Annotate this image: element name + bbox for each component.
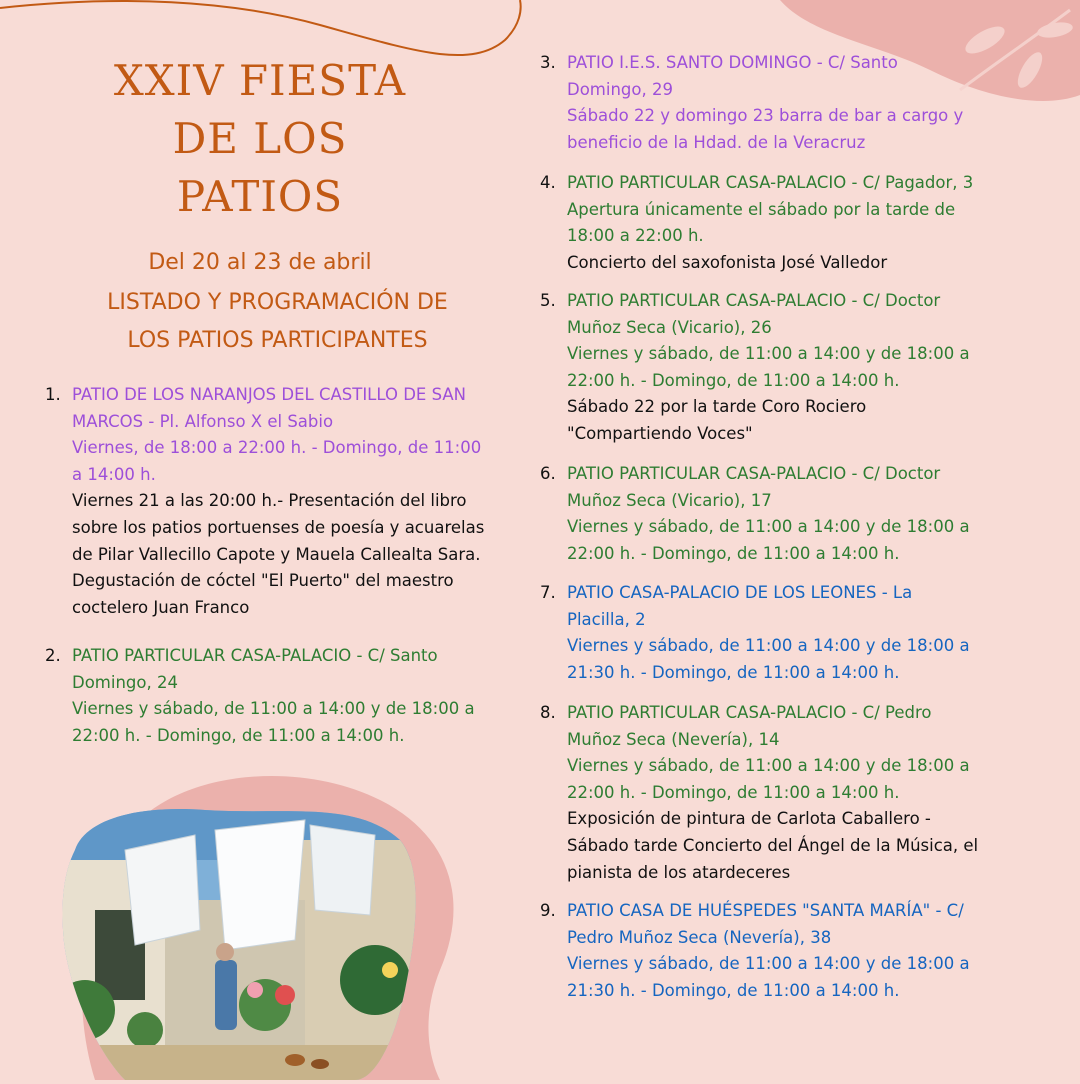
patio-name [72,643,525,696]
hours-line: beneficio de la Hdad. de la Veracruz [567,132,866,152]
item-number: 1. [45,385,61,404]
patio-item-4 [540,170,1060,276]
hours-line: Viernes y sábado, de 11:00 a 14:00 y de 18:00 a [567,517,970,537]
name-line: PATIO CASA-PALACIO DE LOS LEONES - La [567,583,913,602]
name-line: Muñoz Seca (Vicario), 17 [567,490,772,510]
note-line: Concierto del saxofonista José Valledor [567,252,888,272]
patio-hours [567,753,1060,806]
item-number: 9. [540,901,556,920]
patio-name [72,382,525,435]
note-line: Sábado 22 por la tarde Coro Rociero [567,397,867,417]
name-line: PATIO DE LOS NARANJOS DEL CASTILLO DE SAN [72,385,467,404]
patio-item-9 [540,898,1060,1004]
patio-notes [567,394,1060,447]
hours-line: Viernes y sábado, de 11:00 a 14:00 y de 18:00 a [567,954,970,974]
note-line: Viernes 21 a las 20:00 h.- Presentación del libro [72,491,467,511]
note-line: sobre los patios portuenses de poesía y acuarelas [72,517,485,537]
patio-item-2 [45,643,525,749]
patio-hours [567,951,1060,1004]
hours-line: Viernes y sábado, de 11:00 a 14:00 y de 18:00 a [567,344,970,364]
item-number: 2. [45,646,61,665]
note-line: Sábado tarde Concierto del Ángel de la Música, el [567,835,979,855]
name-line: Placilla, 2 [567,609,646,629]
patio-item-8 [540,700,1060,886]
hours-line: Apertura únicamente el sábado por la tarde de [567,199,956,219]
patio-painting [55,780,420,1080]
note-line: "Compartiendo Voces" [567,423,753,443]
name-line: PATIO PARTICULAR CASA-PALACIO - C/ Pagador, 3 [567,173,974,192]
patio-item-6 [540,461,1060,567]
patio-hours [567,341,1060,394]
name-line: PATIO PARTICULAR CASA-PALACIO - C/ Doctor [567,291,941,310]
hours-line: a 14:00 h. [72,464,156,484]
name-line: Muñoz Seca (Nevería), 14 [567,729,780,749]
hours-line: 21:30 h. - Domingo, de 11:00 a 14:00 h. [567,662,900,682]
item-number: 6. [540,464,556,483]
title-line: PATIOS [176,172,344,221]
note-line: pianista de los atardeceres [567,862,791,882]
hours-line: 22:00 h. - Domingo, de 11:00 a 14:00 h. [567,370,900,390]
name-line: Pedro Muñoz Seca (Nevería), 38 [567,927,832,947]
hours-line: Sábado 22 y domingo 23 barra de bar a cargo y [567,106,964,126]
left-column [0,0,520,1080]
item-number: 5. [540,291,556,310]
item-number: 8. [540,703,556,722]
hours-line: 21:30 h. - Domingo, de 11:00 a 14:00 h. [567,980,900,1000]
name-line: PATIO CASA DE HUÉSPEDES "SANTA MARÍA" - C/ [567,901,964,920]
patio-name [567,50,1060,103]
note-line: Degustación de cóctel "El Puerto" del maestro [72,571,454,591]
hours-line: Viernes y sábado, de 11:00 a 14:00 y de 18:00 a [567,636,970,656]
name-line: PATIO PARTICULAR CASA-PALACIO - C/ Pedro [567,703,932,722]
item-number: 7. [540,583,556,602]
patio-item-3 [540,50,1060,156]
patio-hours [72,435,525,488]
note-line: coctelero Juan Franco [72,597,250,617]
hours-line: 18:00 a 22:00 h. [567,226,704,246]
name-line: Domingo, 29 [567,79,673,99]
hours-line: Viernes, de 18:00 a 22:00 h. - Domingo, de 11:00 [72,438,482,458]
hours-line: Viernes y sábado, de 11:00 a 14:00 y de 18:00 a [72,699,475,719]
patio-hours [567,633,1060,686]
patio-name [567,288,1060,341]
name-line: PATIO PARTICULAR CASA-PALACIO - C/ Santo [72,646,438,665]
section-heading [20,284,535,360]
item-number: 3. [540,53,556,72]
title-line: XXIV FIESTA [113,56,407,105]
hours-line: 22:00 h. - Domingo, de 11:00 a 14:00 h. [567,782,900,802]
patio-notes [567,250,1060,277]
page-title [20,52,500,226]
patio-hours [567,197,1060,250]
hours-line: Viernes y sábado, de 11:00 a 14:00 y de 18:00 a [567,756,970,776]
patio-hours [72,696,525,749]
patio-item-5 [540,288,1060,448]
patio-item-1 [45,382,525,621]
hours-line: 22:00 h. - Domingo, de 11:00 a 14:00 h. [72,725,405,745]
patio-name [567,580,1060,633]
patio-hours [567,103,1060,156]
patio-name [567,898,1060,951]
patio-name [567,461,1060,514]
note-line: de Pilar Vallecillo Capote y Mauela Callealta Sara. [72,544,481,564]
patio-notes [72,488,525,621]
name-line: Muñoz Seca (Vicario), 26 [567,317,772,337]
title-line: DE LOS [172,114,348,163]
name-line: PATIO PARTICULAR CASA-PALACIO - C/ Doctor [567,464,941,483]
item-number: 4. [540,173,556,192]
patio-name [567,170,1060,197]
name-line: MARCOS - Pl. Alfonso X el Sabio [72,411,334,431]
patio-hours [567,514,1060,567]
heading-line: LOS PATIOS PARTICIPANTES [127,328,428,353]
patio-name [567,700,1060,753]
patio-item-7 [540,580,1060,686]
hours-line: 22:00 h. - Domingo, de 11:00 a 14:00 h. [567,543,900,563]
name-line: Domingo, 24 [72,672,178,692]
name-line: PATIO I.E.S. SANTO DOMINGO - C/ Santo [567,53,898,72]
note-line: Exposición de pintura de Carlota Caballero - [567,809,931,829]
event-dates: Del 20 al 23 de abril [148,250,372,275]
heading-line: LISTADO Y PROGRAMACIÓN DE [107,290,448,315]
painting-image [55,780,420,1080]
patio-notes [567,806,1060,886]
